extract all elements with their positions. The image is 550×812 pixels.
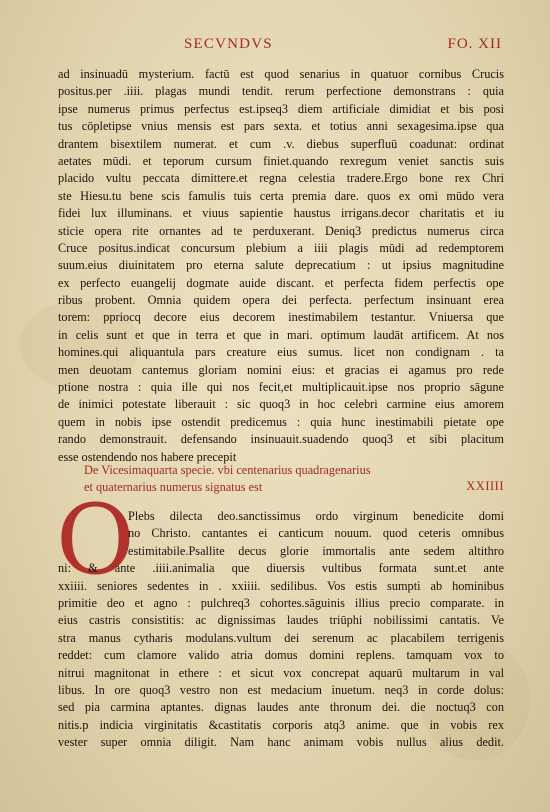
rubric-line: et quaternarius numerus signatus est [84, 480, 263, 495]
rubric-line: De Vicesimaquarta specie. vbi centenarius quadragenarius [84, 463, 371, 477]
text-line: ni: & ante .iiii.animalia que diuersis vultibus formata sunt.et ante [58, 561, 504, 576]
text-line: tus cōpletipse vnius mensis est pars sexta. et totius anni sexagesima.ipse qua [58, 119, 504, 134]
text-line: nitis.p indicia virginitatis &castitatis corporis atq3 anime. que in vobis rex [58, 717, 504, 732]
text-line: no Christo. cantantes ei canticum nouum. quod ceteris omnibus [128, 526, 504, 541]
text-line: de inimici potestate liberauit : sic quoq3 in hoc celebri carmine eius amorem [58, 397, 504, 412]
text-line: nitrui magnitonat in ethere : et sicut vox concrepat aquarū multarum in val [58, 665, 504, 680]
text-line: vester super omnia diligit. Nam hanc animam vobis nullus alius dedit. [58, 735, 504, 750]
text-line: eius castris consistitis: ac dignissimas laudes triūphi nobilissimi cantatis. Ve [58, 613, 504, 628]
folio-number: FO. XII [447, 36, 502, 52]
text-line: ad insinuadū mysterium. factū est quod senarius in quatuor cornibus Crucis [58, 67, 504, 81]
decorated-initial: O [56, 484, 135, 596]
text-line: ex perfecto euangelij dogmate auide discant. et perfecta fidem perfectis ope [58, 275, 504, 290]
chapter-rubric [84, 462, 504, 497]
text-line: ste Hiesu.tu bene scis famulis tuis certa premia dare. quos ex omi mūdo vera [58, 188, 504, 203]
running-head: SECVNDVS [184, 36, 273, 52]
text-line: placido vultu peccata dimittere.et regna celestia tradere.Ergo bone rex Chri [58, 171, 504, 186]
text-line: reddet: cum clamore valido atria domus domini replens. tamquam vox to [58, 648, 504, 663]
text-line: positus.per .iiii. plagas mundi tendit. rerum perfectione demonstrans : quia [58, 84, 504, 99]
page-header [0, 36, 550, 58]
text-line: Plebs dilecta deo.sanctissimus ordo virginum benedicite domi [128, 509, 504, 523]
chapter-text-block [58, 508, 504, 751]
text-line: libus. In ore quoq3 vestro non est medacium inuetum. neq3 in corde dolus: [58, 682, 504, 697]
text-line: suum.eius diuinitatem pro eterna salute deprecatium : ut ipsius magnitudine [58, 258, 504, 273]
text-line: esse ostendendo nos habere precepit [58, 449, 237, 464]
text-line: torem: ppriocq decore eius decorem inestimabilem testantur. Vniuersa que [58, 310, 504, 325]
text-line: primitie deo et agno : pulchreq3 cohortes.sāguinis illius precio comparate. in [58, 595, 504, 610]
text-line: ipse numerus primus perfectus est.ipseq3 diem artificiale dimidiat et bis posi [58, 101, 504, 116]
text-line: Cruce positus.indicat concursum plebium a iiii plagis mūdi ad redemptorem [58, 240, 504, 255]
text-line: xxiiii. seniores sedentes in . xxiiii. sedilibus. Vos estis sumpti ab hominibus [58, 578, 504, 593]
text-line: men deuotam cantemus gloriam nomini eius: et gracias ei agamus pro rede [58, 362, 504, 377]
text-line: homines.qui aliquantula pars creature eius sumus. licet non condignam . ta [58, 345, 504, 360]
text-line: drantem bisextilem numerat. et cum .v. diebus superfluū coadunat: ordinat [58, 136, 504, 151]
text-line: ribus probent. Omnia quidem opera dei perfecta. perfectum insinuant erea [58, 293, 504, 308]
text-line: quem in nobis ipse ostendit predicemus : quia hunc inestimabili pietate ope [58, 414, 504, 429]
text-line: rando demonstrauit. defensando insinuauit.suadendo quoq3 et sibi placitum [58, 432, 504, 447]
main-text-block [58, 66, 504, 466]
text-line: fidei lux illuminans. et viuus sapientie haustus irrigans.decor charitatis et iu [58, 206, 504, 221]
text-line: aetates mūdi. et teporum cursum finiet.quando rexregum veniet sanctis suis [58, 153, 504, 168]
text-line: ptione nostra : quia ille qui nos fecit,et multiplicauit.ipse nos proprio sāgune [58, 380, 504, 395]
text-line: estimitabile.Psallite decus glorie immortalis ante sedem altithro [128, 543, 504, 558]
text-line: sed pia carmina aptantes. dignas laudes ante thronum dei. die noctuq3 con [58, 700, 504, 715]
text-line: sticie opera rite ornantes ad te perduxerant. Deniq3 predictus numerus circa [58, 223, 504, 238]
chapter-number: XXIIII [466, 479, 504, 493]
text-line: in celis sunt et que in terra et que in mari. optimum laudāt artificem. At nos [58, 327, 504, 342]
text-line: stra manus cytharis modulans.vultum dei serenum ac placabilem terrigenis [58, 630, 504, 645]
